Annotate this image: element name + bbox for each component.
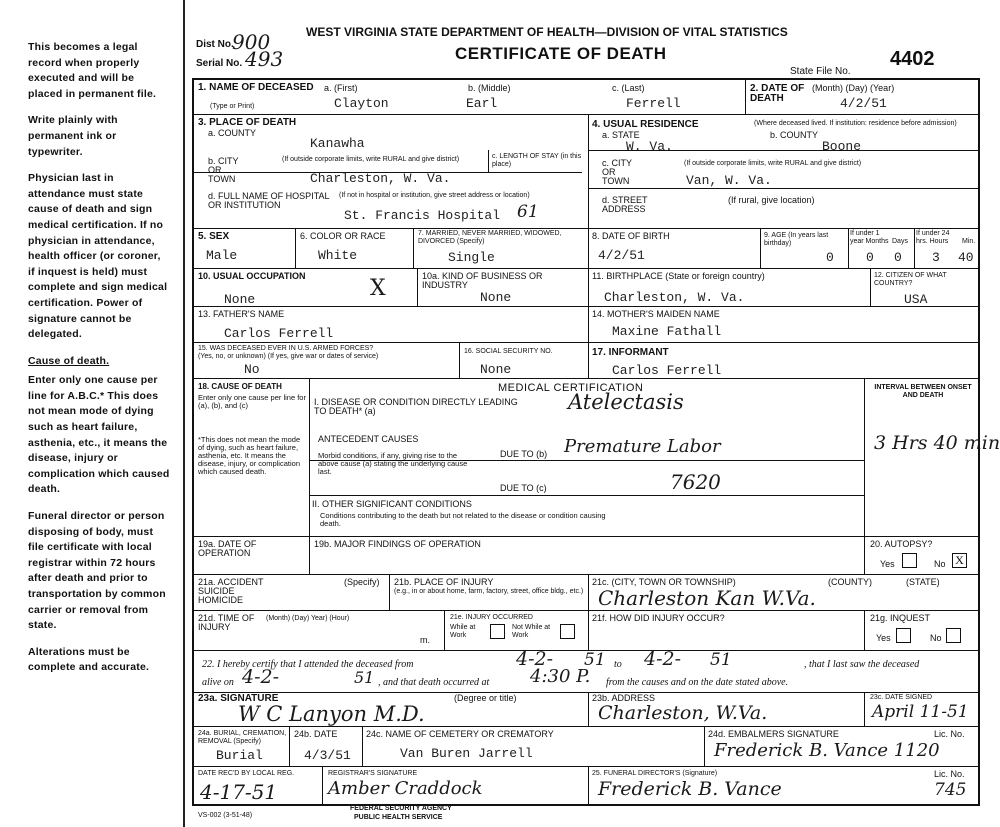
hospital-label: d. FULL NAME OF HOSPITAL OR INSTITUTION [208, 191, 330, 210]
social-security-label: 16. SOCIAL SECURITY NO. [464, 348, 553, 355]
attended-to-year: 51 [710, 650, 732, 670]
state-file-label: State File No. [790, 66, 851, 77]
middle-label: b. (Middle) [468, 83, 511, 93]
autopsy-yes-checkbox[interactable] [902, 553, 917, 568]
while-at-work-checkbox[interactable] [490, 624, 505, 639]
city-note: (If outside corporate limits, write RURAL and give district) [282, 156, 460, 163]
disposition: Burial [216, 748, 263, 763]
not-at-work-label: Not While at Work [512, 624, 551, 639]
disposition-label: 24a. BURIAL, CREMATION, REMOVAL (Specify) [198, 730, 287, 745]
embalmer-signature: Frederick B. Vance 1120 [714, 740, 940, 761]
instruction-physician: Physician last in attendance must state cause of death and sign medical certification. If no physician in attendance, health officer (or coroner, if inquest is held) must complete and sign medical certification. Power of signature cannot be delegated. [28, 172, 168, 341]
citizenship: USA [904, 292, 928, 307]
alive-date: 4-2- [242, 666, 280, 688]
attended-from-year: 51 [584, 650, 606, 670]
middle-name: Earl [466, 96, 498, 111]
mother-name: Maxine Fathall [612, 324, 722, 339]
certificate-form [192, 78, 1000, 806]
certify-text-2: , that I last saw the deceased [804, 659, 920, 670]
cemetery-label: 24c. NAME OF CEMETERY OR CREMATORY [366, 729, 554, 739]
date-of-death-label: 2. DATE OF DEATH [750, 83, 805, 104]
death-county: Kanawha [310, 136, 365, 151]
footer-service: PUBLIC HEALTH SERVICE [354, 814, 443, 821]
social-security: None [480, 362, 512, 377]
how-injury-label: 21f. HOW DID INJURY OCCUR? [592, 613, 725, 623]
res-state: W. Va. [626, 139, 673, 154]
city-label: b. CITY OR TOWN [208, 156, 239, 184]
inquest-yes-checkbox[interactable] [896, 628, 911, 643]
certify-text-1: 22. I hereby certify that I attended the deceased from [202, 659, 414, 670]
inquest-yes-label: Yes [876, 633, 891, 643]
age-hours-label: If under 24 hrs. Hours [916, 230, 950, 245]
time-of-injury-label: 21d. TIME OF INJURY [198, 613, 255, 632]
age-days: 0 [894, 250, 902, 265]
res-street-note: (If rural, give location) [728, 195, 815, 205]
interval-label: INTERVAL BETWEEN ONSET AND DEATH [874, 384, 972, 399]
certify-text-3: , and that death occurred at [378, 677, 490, 688]
name-label: 1. NAME OF DECEASED [198, 82, 314, 93]
inquest-no-label: No [930, 633, 942, 643]
autopsy-no-checkbox[interactable]: X [952, 553, 967, 568]
cause-instruction: Enter only one cause per line for (a), (b), and (c) [198, 393, 306, 410]
instruction-cause: Enter only one cause per line for A.B.C.* This does not mean mode of dying such as heart failure, asthenia, etc., it means the disease, injury or complication which caused death. [28, 374, 170, 496]
first-name: Clayton [334, 96, 389, 111]
cause-a: Atelectasis [568, 390, 684, 414]
cause-c: 7620 [670, 470, 721, 494]
antecedent-label: ANTECEDENT CAUSES [318, 434, 419, 444]
birth-date-label: 8. DATE OF BIRTH [592, 231, 670, 241]
death-time: 4:30 P. [530, 666, 591, 687]
autopsy-label: 20. AUTOPSY? [870, 539, 933, 549]
length-of-stay-label: c. LENGTH OF STAY (in this place) [492, 153, 582, 168]
occupation: None [224, 292, 256, 307]
autopsy-yes-label: Yes [880, 559, 895, 569]
county-label: a. COUNTY [208, 128, 257, 138]
other-conditions-label: II. OTHER SIGNIFICANT CONDITIONS [312, 499, 472, 509]
instruction-legal-record: This becomes a legal record when properly executed and will be placed in permanent file. [28, 41, 157, 100]
received-date-label: DATE REC'D BY LOCAL REG. [198, 770, 295, 777]
father-name: Carlos Ferrell [224, 326, 334, 341]
instruction-cause-title: Cause of death. [28, 354, 110, 367]
armed-forces: No [244, 362, 260, 377]
funeral-director-license: 745 [934, 780, 967, 800]
res-city: Van, W. Va. [686, 173, 772, 188]
alive-year: 51 [354, 668, 375, 687]
state-file-number: 4402 [890, 48, 935, 70]
while-at-work-label: While at Work [450, 624, 476, 639]
other-conditions-note: Conditions contributing to the death but not related to the disease or condition causing death. [320, 511, 606, 528]
armed-forces-sub: (Yes, no, or unknown) (If yes, give war or dates of service) [198, 353, 379, 360]
marital-label: 7. MARRIED, NEVER MARRIED, WIDOWED, DIVORCED (Specify) [418, 230, 562, 245]
age-months: 0 [866, 250, 874, 265]
cause-b: Premature Labor [564, 436, 721, 457]
attended-from: 4-2- [516, 648, 554, 670]
age-label: 9. AGE (In years last birthday) [764, 232, 829, 247]
antecedent-note: Morbid conditions, if any, giving rise to the above cause (a) stating the underlying cause last. [318, 451, 468, 476]
accident-label: 21a. ACCIDENT SUICIDE HOMICIDE [198, 577, 264, 605]
instructions-sidebar [28, 40, 170, 676]
attended-to: 4-2- [644, 648, 682, 670]
certify-alive-on: alive on [202, 677, 234, 688]
last-label: c. (Last) [612, 83, 645, 93]
not-at-work-checkbox[interactable] [560, 624, 575, 639]
hospital-name: St. Francis Hospital [344, 208, 501, 223]
burial-date-label: 24b. DATE [294, 729, 338, 739]
armed-forces-label: 15. WAS DECEASED EVER IN U.S. ARMED FORCES? [198, 345, 374, 352]
medical-cert-title: MEDICAL CERTIFICATION [498, 382, 644, 394]
form-number: VS-002 (3-51-48) [198, 812, 253, 819]
perforation-line [183, 0, 185, 827]
res-city-note: (If outside corporate limits, write RURAL and give district) [684, 160, 862, 167]
place-of-death-label: 3. PLACE OF DEATH [198, 117, 297, 128]
inquest-no-checkbox[interactable] [946, 628, 961, 643]
mother-label: 14. MOTHER'S MAIDEN NAME [592, 309, 720, 319]
address-label: 23b. ADDRESS [592, 693, 656, 703]
operation-findings-label: 19b. MAJOR FINDINGS OF OPERATION [314, 539, 481, 549]
occupation-label: 10. USUAL OCCUPATION [198, 271, 306, 281]
age-years: 0 [826, 250, 834, 265]
last-name: Ferrell [626, 96, 681, 111]
race: White [318, 248, 358, 263]
cemetery: Van Buren Jarrell [400, 746, 533, 761]
residence-label: 4. USUAL RESIDENCE [592, 119, 699, 130]
injury-state-label: (STATE) [906, 577, 940, 587]
injury-county-label: (COUNTY) [828, 577, 872, 587]
hospital-note: (If not in hospital or institution, give street address or location) [339, 192, 530, 199]
due-to-c-label: DUE TO (c) [500, 483, 547, 493]
age-min-label: Min. [962, 238, 976, 245]
occupation-mark: X [370, 276, 386, 301]
burial-date: 4/3/51 [304, 748, 351, 763]
age-months-label: If under 1 year Months [850, 230, 889, 245]
date-signed-label: 23c. DATE SIGNED [870, 694, 933, 701]
physician-signature: W C Lanyon M.D. [238, 702, 425, 726]
res-street-label: d. STREET ADDRESS [602, 195, 648, 214]
certify-to: to [614, 659, 622, 670]
dist-number: 900 [232, 30, 271, 54]
signature-label: 23a. SIGNATURE [198, 693, 279, 704]
informant: Carlos Ferrell [612, 363, 722, 378]
funeral-director-label: 25. FUNERAL DIRECTOR'S (Signature) [592, 770, 718, 777]
registrar-signature: Amber Craddock [328, 778, 483, 799]
certify-text-4: from the causes and on the date stated above. [606, 677, 789, 688]
embalmer-lic-label: Lic. No. [934, 729, 965, 739]
age-days-label: Days [892, 238, 908, 245]
received-date: 4-17-51 [200, 780, 278, 804]
inquest-label: 21g. INQUEST [870, 613, 931, 623]
place-of-injury-label: 21b. PLACE OF INJURY [394, 577, 494, 587]
serial-number: 493 [245, 47, 284, 71]
race-label: 6. COLOR OR RACE [300, 231, 386, 241]
birth-date: 4/2/51 [598, 248, 645, 263]
accident-specify: (Specify) [344, 577, 380, 587]
injury-occurred-label: 21e. INJURY OCCURRED [450, 614, 533, 621]
res-county: Boone [822, 139, 862, 154]
physician-address: Charleston, W.Va. [598, 702, 768, 724]
agency-heading: WEST VIRGINIA STATE DEPARTMENT OF HEALTH—DIVISION OF VITAL STATISTICS [306, 25, 788, 39]
death-city: Charleston, W. Va. [310, 171, 451, 186]
sex: Male [206, 248, 238, 263]
hospital-code: 61 [517, 202, 539, 222]
serial-label: Serial No. [196, 58, 243, 69]
date-signed: April 11-51 [872, 702, 969, 722]
age-minutes: 40 [958, 250, 974, 265]
birthplace: Charleston, W. Va. [604, 290, 745, 305]
res-city-label: c. CITY OR TOWN [602, 158, 632, 186]
footer-agency: FEDERAL SECURITY AGENCY [350, 805, 452, 812]
name-type-note: (Type or Print) [210, 103, 255, 110]
injury-location: Charleston Kan W.Va. [598, 586, 816, 610]
autopsy-no-label: No [934, 559, 946, 569]
embalmer-label: 24d. EMBALMERS SIGNATURE [708, 729, 839, 739]
place-of-injury-note: (e.g., in or about home, farm, factory, street, office bldg., etc.) [394, 588, 584, 595]
instruction-funeral-director: Funeral director or person disposing of body, must file certificate with local registrar within 72 hours after death and prior to transportation by common carrier or removal from state. [28, 510, 166, 632]
cause-label: 18. CAUSE OF DEATH [198, 382, 282, 391]
informant-label: 17. INFORMANT [592, 347, 669, 358]
industry: None [480, 290, 512, 305]
first-label: a. (First) [324, 83, 358, 93]
industry-label: 10a. KIND OF BUSINESS OR INDUSTRY [422, 271, 543, 290]
citizenship-label: 12. CITIZEN OF WHAT COUNTRY? [874, 272, 947, 287]
res-county-label: b. COUNTY [770, 130, 819, 140]
funeral-director-lic-label: Lic. No. [934, 769, 965, 779]
cause-note: *This does not mean the mode of dying, such as heart failure, asthenia, etc. It means the disease, injury, or complication which caused death. [198, 435, 301, 476]
birthplace-label: 11. BIRTHPLACE (State or foreign country) [592, 271, 765, 281]
father-label: 13. FATHER'S NAME [198, 309, 285, 319]
due-to-b-label: DUE TO (b) [500, 449, 548, 459]
instruction-write-plainly: Write plainly with permanent ink or typewriter. [28, 114, 118, 158]
age-hours: 3 [932, 250, 940, 265]
operation-date-label: 19a. DATE OF OPERATION [198, 539, 257, 558]
injury-city-label: 21c. (CITY, TOWN OR TOWNSHIP) [592, 577, 736, 587]
time-of-injury-cols: (Month) (Day) Year) (Hour) [266, 615, 350, 622]
degree-label: (Degree or title) [454, 693, 517, 703]
instruction-alterations: Alterations must be complete and accurate. [28, 645, 150, 674]
marital-status: Single [448, 250, 495, 265]
residence-note: (Where deceased lived. If institution: residence before admission) [754, 120, 957, 127]
certificate-title: CERTIFICATE OF DEATH [455, 44, 667, 63]
disease-label: I. DISEASE OR CONDITION DIRECTLY LEADING TO DEATH* (a) [314, 397, 518, 416]
date-of-death-cols: (Month) (Day) (Year) [812, 83, 895, 93]
interval: 3 Hrs 40 min [874, 432, 1000, 454]
dist-label: Dist No. [196, 39, 234, 50]
funeral-director-signature: Frederick B. Vance [598, 778, 782, 800]
res-state-label: a. STATE [602, 130, 640, 140]
time-of-injury-m: m. [420, 635, 430, 645]
registrar-label: REGISTRAR'S SIGNATURE [328, 770, 418, 777]
sex-label: 5. SEX [198, 231, 230, 242]
date-of-death: 4/2/51 [840, 96, 887, 111]
